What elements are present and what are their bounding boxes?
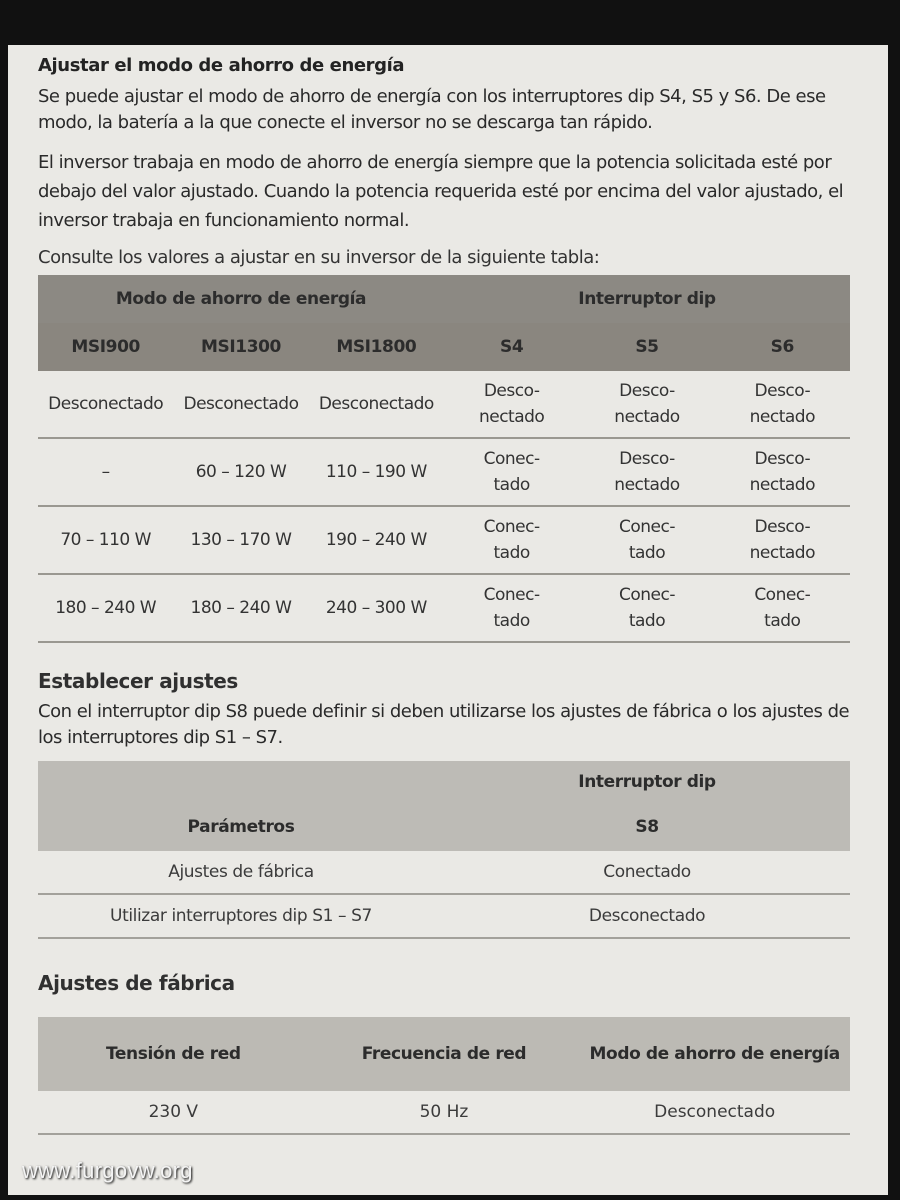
watermark-text: www.furgovw.org [22, 1158, 193, 1183]
table-cell: Conec- tado [715, 574, 850, 642]
table-cell: Desconectado [38, 371, 173, 438]
energy-saving-table [38, 275, 850, 643]
column-header: S8 [444, 803, 850, 851]
settings-table [38, 761, 850, 939]
table-cell: Conec- tado [444, 506, 579, 574]
table-row [38, 894, 850, 938]
table-cell: 60 – 120 W [173, 438, 308, 506]
table-cell: 70 – 110 W [38, 506, 173, 574]
table-cell: 180 – 240 W [38, 574, 173, 642]
table-cell: Desconectado [444, 894, 850, 938]
column-header: Modo de ahorro de energía [579, 1017, 850, 1091]
description-paragraph: El inversor trabaja en modo de ahorro de energía siempre que la potencia solicitada esté por debajo del valor ajustado. Cuando la potencia requerida esté por encima del valor ajustado, el inversor trabaja en funcionamiento normal. [38, 152, 844, 231]
group-header-dip-switch: Interruptor dip [444, 761, 850, 803]
table-cell: Desco- nectado [715, 371, 850, 438]
group-header-dip-switch: Interruptor dip [444, 275, 850, 323]
column-header: MSI1300 [173, 323, 308, 371]
table-row [38, 1091, 850, 1134]
column-header: Tensión de red [38, 1017, 309, 1091]
column-header: MSI900 [38, 323, 173, 371]
document-page [8, 45, 888, 1195]
section-title-energy-saving: Ajustar el modo de ahorro de energía [38, 55, 405, 76]
table-cell: Desco- nectado [579, 371, 714, 438]
table-cell: Desco- nectado [444, 371, 579, 438]
group-header-energy-saving: Modo de ahorro de energía [38, 275, 444, 323]
section-title-factory-settings: Ajustes de fábrica [38, 971, 235, 995]
table-lead-text: Consulte los valores a ajustar en su inversor de la siguiente tabla: [38, 247, 600, 268]
column-header: Parámetros [38, 803, 444, 851]
settings-paragraph: Con el interruptor dip S8 puede definir si deben utilizarse los ajustes de fábrica o los ajustes de los interruptores dip S1 – S7. [38, 701, 850, 748]
document-content [38, 55, 850, 1135]
table-cell: Conec- tado [579, 574, 714, 642]
table-cell: Desco- nectado [579, 438, 714, 506]
table-cell: Desconectado [579, 1091, 850, 1134]
table-row [38, 371, 850, 438]
table-row [38, 506, 850, 574]
table-cell: Conec- tado [444, 438, 579, 506]
section-title-settings: Establecer ajustes [38, 669, 238, 693]
intro-paragraph: Se puede ajustar el modo de ahorro de energía con los interruptores dip S4, S5 y S6. De ese modo, la batería a la que conecte el inversor no se descarga tan rápido. [38, 86, 826, 133]
table-cell: Conectado [444, 851, 850, 894]
table-cell: 50 Hz [309, 1091, 580, 1134]
column-header: S5 [579, 323, 714, 371]
table-cell: 240 – 300 W [309, 574, 444, 642]
table-cell: 130 – 170 W [173, 506, 308, 574]
table-cell: 180 – 240 W [173, 574, 308, 642]
column-header: S4 [444, 323, 579, 371]
table-row [38, 851, 850, 894]
column-header: MSI1800 [309, 323, 444, 371]
table-cell: Utilizar interruptores dip S1 – S7 [38, 894, 444, 938]
column-header: S6 [715, 323, 850, 371]
empty-header-cell [38, 761, 444, 803]
table-cell: 110 – 190 W [309, 438, 444, 506]
table-cell: 190 – 240 W [309, 506, 444, 574]
table-cell: Desco- nectado [715, 506, 850, 574]
table-cell: Desconectado [309, 371, 444, 438]
factory-settings-table [38, 1017, 850, 1135]
table-cell: Conec- tado [444, 574, 579, 642]
table-cell: Desconectado [173, 371, 308, 438]
table-cell: Ajustes de fábrica [38, 851, 444, 894]
column-header: Frecuencia de red [309, 1017, 580, 1091]
table-cell: – [38, 438, 173, 506]
table-cell: Conec- tado [579, 506, 714, 574]
table-cell: 230 V [38, 1091, 309, 1134]
table-row [38, 438, 850, 506]
table-row [38, 574, 850, 642]
table-cell: Desco- nectado [715, 438, 850, 506]
